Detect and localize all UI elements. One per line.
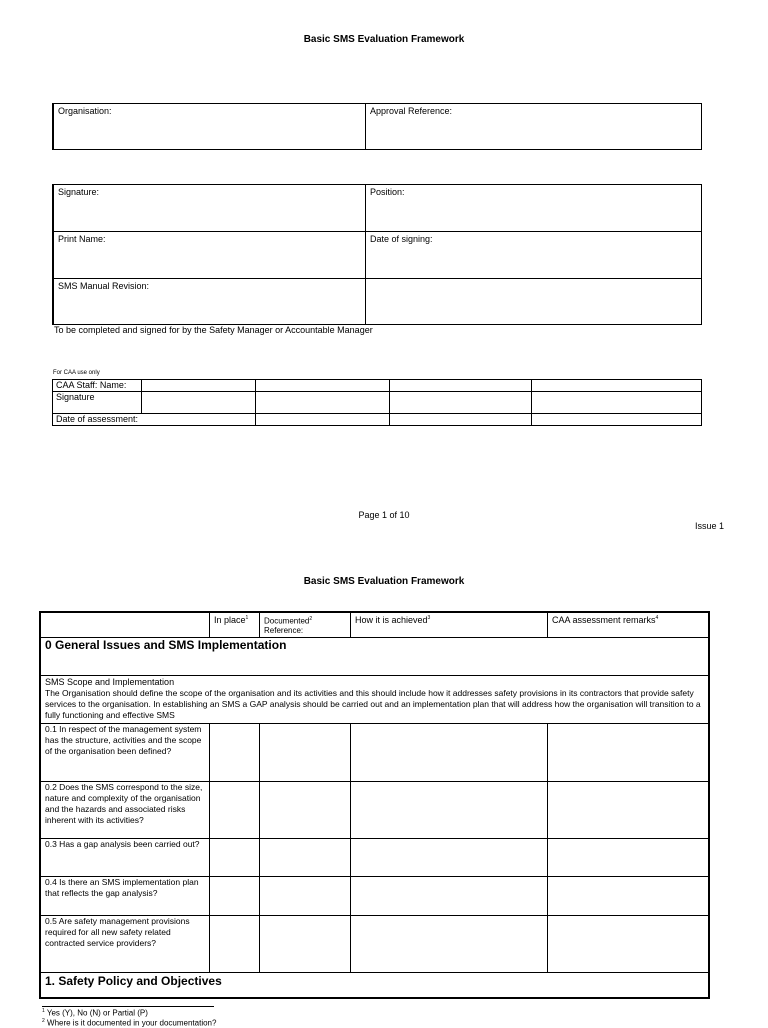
- header-how-achieved: [351, 612, 548, 637]
- caa-cell[interactable]: [256, 414, 390, 426]
- caa-staff-name-label: CAA Staff: Name:: [53, 380, 142, 392]
- signature-cell[interactable]: [53, 185, 366, 232]
- sms-manual-revision-value-cell[interactable]: [366, 279, 702, 325]
- header-reference-text: Reference:: [264, 625, 304, 635]
- caa-cell[interactable]: [390, 392, 532, 414]
- in-place-cell[interactable]: [210, 876, 260, 915]
- how-achieved-cell[interactable]: [351, 723, 548, 781]
- documented-cell[interactable]: [260, 876, 351, 915]
- approval-reference-cell[interactable]: [366, 104, 702, 150]
- header-documented: [260, 612, 351, 637]
- caa-cell[interactable]: [256, 380, 390, 392]
- organisation-table: [52, 103, 702, 150]
- in-place-cell[interactable]: [210, 723, 260, 781]
- in-place-cell[interactable]: [210, 915, 260, 972]
- print-name-label: Print Name:: [58, 234, 106, 244]
- caa-date-label: Date of assessment:: [53, 414, 256, 426]
- header-in-place-text: In place: [214, 615, 246, 625]
- caa-table: [52, 379, 702, 426]
- footnote-2-text: Where is it documented in your documentation?: [47, 1018, 217, 1028]
- how-achieved-cell[interactable]: [351, 838, 548, 876]
- footnote-1-text: Yes (Y), No (N) or Partial (P): [46, 1008, 148, 1018]
- how-achieved-cell[interactable]: [351, 876, 548, 915]
- footnote-2: [42, 1018, 216, 1028]
- evaluation-table: [39, 611, 710, 999]
- sms-manual-revision-cell[interactable]: [53, 279, 366, 325]
- in-place-cell[interactable]: [210, 781, 260, 838]
- question-0-5: 0.5 Are safety management provisions required for all new safety related contracted service providers?: [40, 915, 210, 972]
- caa-signature-field[interactable]: [142, 392, 256, 414]
- footnote-2-num: 2: [42, 1018, 45, 1024]
- question-0-1: 0.1 In respect of the management system has the structure, activities and the scope of the organisation been defined?: [40, 723, 210, 781]
- page-title: Basic SMS Evaluation Framework: [303, 34, 465, 45]
- section-0-heading: 0 General Issues and SMS Implementation: [40, 637, 709, 675]
- caa-remarks-cell[interactable]: [548, 781, 710, 838]
- documented-cell[interactable]: [260, 781, 351, 838]
- documented-cell[interactable]: [260, 838, 351, 876]
- position-label: Position:: [370, 187, 405, 197]
- caa-cell[interactable]: [532, 414, 702, 426]
- caa-cell[interactable]: [532, 392, 702, 414]
- header-how-text: How it is achieved: [355, 615, 428, 625]
- footnote-ref: 3: [427, 615, 431, 621]
- documented-cell[interactable]: [260, 915, 351, 972]
- header-caa-remarks: [548, 612, 710, 637]
- print-name-cell[interactable]: [53, 232, 366, 279]
- caa-cell[interactable]: [256, 392, 390, 414]
- how-achieved-cell[interactable]: [351, 781, 548, 838]
- scope-text: The Organisation should define the scope of the organisation and its activities and this should include how it addresses safety provisions in its contractors that provide safety services to the organisation. In establishing an SMS a GAP analysis should be carried out and an implementation plan that will address how the organisation will transition to a fully functioning and effective SMS: [45, 687, 701, 720]
- header-documented-text: Documented: [264, 616, 310, 626]
- footnote-ref: 1: [245, 615, 249, 621]
- approval-reference-label: Approval Reference:: [370, 106, 453, 116]
- scope-section: [40, 675, 709, 723]
- caa-cell[interactable]: [532, 380, 702, 392]
- how-achieved-cell[interactable]: [351, 915, 548, 972]
- completion-note: To be completed and signed for by the Safety Manager or Accountable Manager: [54, 325, 373, 335]
- caa-remarks-cell[interactable]: [548, 915, 710, 972]
- position-cell[interactable]: [366, 185, 702, 232]
- sms-manual-revision-label: SMS Manual Revision:: [58, 281, 150, 291]
- page-title: Basic SMS Evaluation Framework: [303, 576, 465, 587]
- page-number: Page 1 of 10: [358, 510, 410, 520]
- header-in-place: [210, 612, 260, 637]
- in-place-cell[interactable]: [210, 838, 260, 876]
- caa-remarks-cell[interactable]: [548, 838, 710, 876]
- header-caa-remarks-text: CAA assessment remarks: [552, 615, 656, 625]
- organisation-label: Organisation:: [58, 106, 112, 116]
- footnote-1-num: 1: [42, 1008, 45, 1014]
- issue-label: Issue 1: [694, 521, 724, 531]
- signature-table: [52, 184, 702, 325]
- question-0-2: 0.2 Does the SMS correspond to the size, nature and complexity of the organisation and the hazards and associated risks inherent with its activities?: [40, 781, 210, 838]
- caa-remarks-cell[interactable]: [548, 876, 710, 915]
- footnote-1: [42, 1008, 148, 1018]
- caa-use-only-label: For CAA use only: [53, 370, 100, 376]
- caa-remarks-cell[interactable]: [548, 723, 710, 781]
- organisation-cell[interactable]: [53, 104, 366, 150]
- caa-staff-name-field[interactable]: [142, 380, 256, 392]
- footnote-ref: 2: [309, 616, 313, 622]
- caa-cell[interactable]: [390, 380, 532, 392]
- signature-label: Signature:: [58, 187, 100, 197]
- question-0-4: 0.4 Is there an SMS implementation plan that reflects the gap analysis?: [40, 876, 210, 915]
- date-of-signing-label: Date of signing:: [370, 234, 433, 244]
- date-of-signing-cell[interactable]: [366, 232, 702, 279]
- footnote-divider: [42, 1006, 214, 1007]
- question-0-3: 0.3 Has a gap analysis been carried out?: [40, 838, 210, 876]
- documented-cell[interactable]: [260, 723, 351, 781]
- footnote-ref: 4: [655, 615, 659, 621]
- scope-title: SMS Scope and Implementation: [45, 676, 175, 687]
- caa-signature-label: Signature: [53, 392, 142, 414]
- section-1-heading: 1. Safety Policy and Objectives: [40, 972, 709, 998]
- caa-cell[interactable]: [390, 414, 532, 426]
- header-empty-cell: [40, 612, 210, 637]
